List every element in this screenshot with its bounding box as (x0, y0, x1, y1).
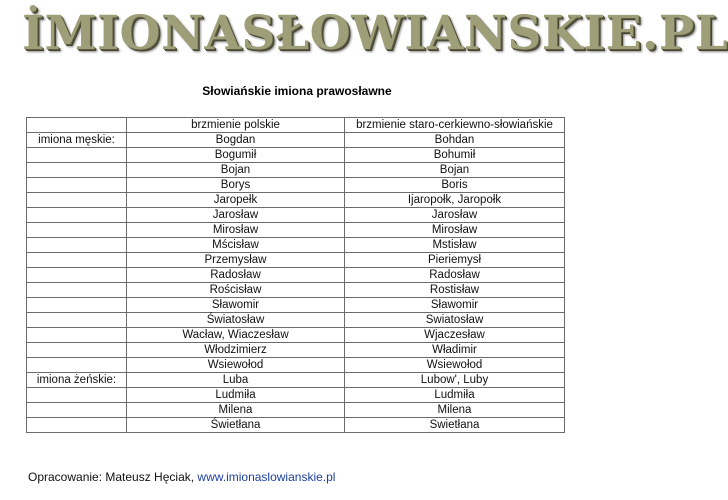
polish-name-cell: Bogumił (127, 148, 345, 163)
header-polish: brzmienie polskie (127, 118, 345, 133)
page-title: Słowiańskie imiona prawosławne (202, 84, 392, 98)
polish-name-cell: Rościsław (127, 283, 345, 298)
polish-name-cell: Mścisław (127, 238, 345, 253)
polish-name-cell: Bojan (127, 163, 345, 178)
polish-name-cell: Jarosław (127, 208, 345, 223)
polish-name-cell: Włodzimierz (127, 343, 345, 358)
table-row (27, 418, 565, 433)
old-slavonic-name-cell: Jarosław (345, 208, 565, 223)
old-slavonic-name-cell: Swietłana (345, 418, 565, 433)
table-header-row (27, 118, 565, 133)
table-row (27, 268, 565, 283)
group-label: imiona męskie: (27, 133, 127, 148)
footer-author: Opracowanie: Mateusz Hęciak, (28, 470, 198, 484)
polish-name-cell: Światosław (127, 313, 345, 328)
old-slavonic-name-cell: Rostisław (345, 283, 565, 298)
old-slavonic-name-cell: Lubow', Luby (345, 373, 565, 388)
old-slavonic-name-cell: Władimir (345, 343, 565, 358)
group-spacer (27, 193, 127, 208)
old-slavonic-name-cell: Pieriemysł (345, 253, 565, 268)
site-link[interactable]: www.imionaslowianskie.pl (197, 470, 336, 484)
old-slavonic-name-cell: Mirosław (345, 223, 565, 238)
table-row (27, 238, 565, 253)
group-spacer (27, 208, 127, 223)
group-spacer (27, 148, 127, 163)
names-table (26, 117, 565, 433)
table-row (27, 193, 565, 208)
polish-name-cell: Sławomir (127, 298, 345, 313)
header-spacer (27, 118, 127, 133)
old-slavonic-name-cell: Wjaczesław (345, 328, 565, 343)
polish-name-cell: Wacław, Wiaczesław (127, 328, 345, 343)
group-spacer (27, 178, 127, 193)
site-logo: İMIONASŁOWIANSKIE.PL (22, 6, 728, 61)
table-row (27, 403, 565, 418)
old-slavonic-name-cell: Sławomir (345, 298, 565, 313)
polish-name-cell: Świetłana (127, 418, 345, 433)
old-slavonic-name-cell: Bohdan (345, 133, 565, 148)
group-spacer (27, 223, 127, 238)
polish-name-cell: Jaropełk (127, 193, 345, 208)
polish-name-cell: Przemysław (127, 253, 345, 268)
table-row (27, 223, 565, 238)
polish-name-cell: Luba (127, 373, 345, 388)
table-row (27, 343, 565, 358)
old-slavonic-name-cell: Ludmiła (345, 388, 565, 403)
group-spacer (27, 283, 127, 298)
group-spacer (27, 238, 127, 253)
table-row (27, 283, 565, 298)
table-row (27, 373, 565, 388)
table-row (27, 298, 565, 313)
old-slavonic-name-cell: Swiatosław (345, 313, 565, 328)
polish-name-cell: Mirosław (127, 223, 345, 238)
old-slavonic-name-cell: Wsiewołod (345, 358, 565, 373)
old-slavonic-name-cell: Bojan (345, 163, 565, 178)
group-spacer (27, 388, 127, 403)
polish-name-cell: Borys (127, 178, 345, 193)
header-old-slavonic: brzmienie staro-cerkiewno-słowiańskie (345, 118, 565, 133)
group-label: imiona żeńskie: (27, 373, 127, 388)
group-spacer (27, 343, 127, 358)
table-row (27, 133, 565, 148)
polish-name-cell: Bogdan (127, 133, 345, 148)
old-slavonic-name-cell: Mstisław (345, 238, 565, 253)
table-row (27, 163, 565, 178)
group-spacer (27, 328, 127, 343)
table-row (27, 178, 565, 193)
polish-name-cell: Ludmiła (127, 388, 345, 403)
table-row (27, 208, 565, 223)
table-row (27, 148, 565, 163)
table-row (27, 313, 565, 328)
group-spacer (27, 418, 127, 433)
old-slavonic-name-cell: Milena (345, 403, 565, 418)
group-spacer (27, 163, 127, 178)
polish-name-cell: Wsiewołod (127, 358, 345, 373)
group-spacer (27, 268, 127, 283)
group-spacer (27, 313, 127, 328)
table-row (27, 388, 565, 403)
old-slavonic-name-cell: Radosław (345, 268, 565, 283)
table-row (27, 253, 565, 268)
polish-name-cell: Radosław (127, 268, 345, 283)
table-row (27, 328, 565, 343)
group-spacer (27, 253, 127, 268)
table-body (27, 133, 565, 433)
old-slavonic-name-cell: Bohumił (345, 148, 565, 163)
old-slavonic-name-cell: Ijaropołk, Jaropołk (345, 193, 565, 208)
table-row (27, 358, 565, 373)
group-spacer (27, 298, 127, 313)
polish-name-cell: Milena (127, 403, 345, 418)
old-slavonic-name-cell: Boris (345, 178, 565, 193)
group-spacer (27, 403, 127, 418)
footer-credit (28, 470, 335, 484)
group-spacer (27, 358, 127, 373)
